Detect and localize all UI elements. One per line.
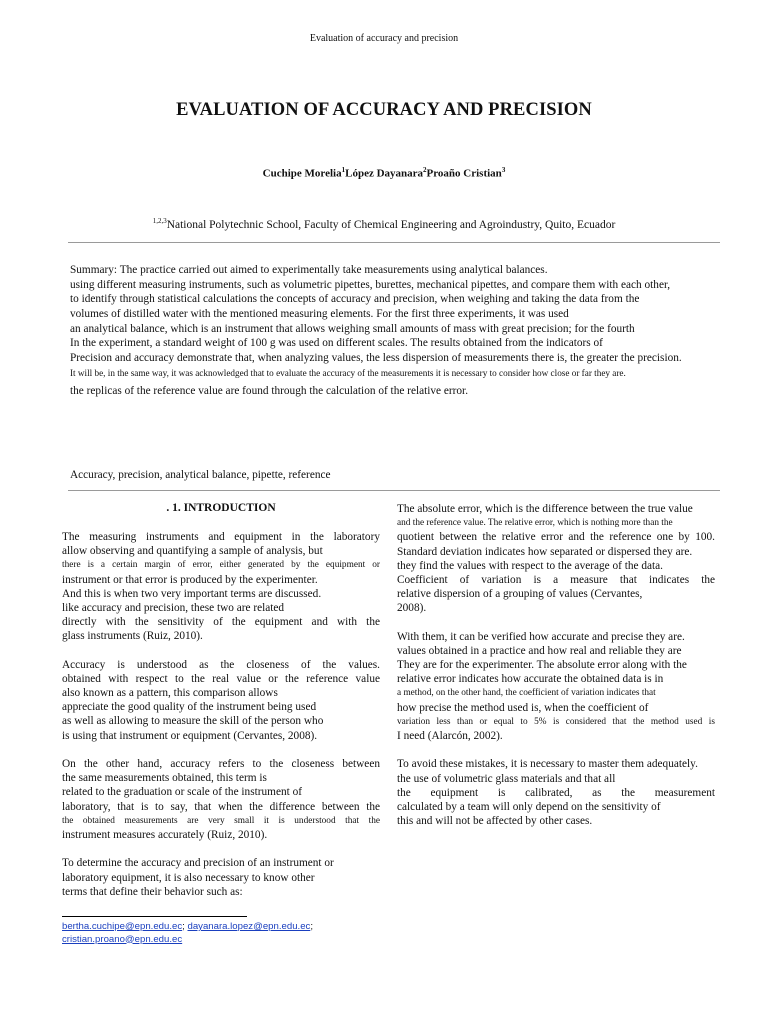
right-column	[397, 502, 715, 828]
body-line: glass instruments (Ruiz, 2010).	[62, 630, 203, 643]
body-line: directly with the sensitivity of the equipment and with the	[62, 616, 380, 629]
email-link[interactable]: dayanara.lopez@epn.edu.ec	[187, 921, 311, 932]
affiliation-mark: 1,2,3	[152, 217, 167, 225]
summary-line: an analytical balance, which is an instrument that allows weighing small amounts of mass with great precision; for the fourth	[70, 322, 635, 335]
body-line: To determine the accuracy and precision of an instrument or	[62, 857, 334, 870]
body-line: also known as a pattern, this comparison allows	[62, 687, 278, 700]
body-line: the obtained measurements are very small it is understood that the	[62, 815, 380, 826]
body-line: laboratory equipment, it is also necessary to know other	[62, 871, 315, 884]
body-line: instrument or that error is produced by the experimenter.	[62, 573, 318, 586]
body-line: the use of volumetric glass materials and that all	[397, 772, 616, 785]
body-line: I need (Alarcón, 2002).	[397, 730, 503, 742]
body-line: relative dispersion of a grouping of values (Cervantes,	[397, 588, 643, 601]
paragraph-gap	[62, 743, 380, 757]
body-line: a method, on the other hand, the coefficient of variation indicates that	[397, 688, 656, 699]
body-line: Standard deviation indicates how separated or dispersed they are.	[397, 545, 693, 558]
body-line: this and will not be affected by other cases.	[397, 815, 593, 828]
affiliation	[0, 217, 768, 231]
body-line: as well as allowing to measure the skill of the person who	[62, 715, 324, 728]
keywords: Accuracy, precision, analytical balance, pipette, reference	[70, 469, 331, 481]
author-name: López Dayanara	[345, 167, 424, 180]
body-line: With them, it can be verified how accurate and precise they are.	[397, 630, 685, 643]
footnotes	[62, 921, 313, 946]
left-column	[62, 530, 380, 899]
summary-line: using different measuring instruments, such as volumetric pipettes, burettes, mechanical pipettes, and compare them with each other,	[70, 278, 671, 291]
author-list	[0, 166, 768, 180]
footnote-line	[62, 934, 313, 947]
summary-line: to identify through statistical calculations the concepts of accuracy and precision, when weighing and taking the data from the	[70, 293, 640, 306]
body-line: variation less than or equal to 5% is considered that the method used is	[397, 716, 715, 727]
body-line: the same measurements obtained, this term is	[62, 772, 267, 785]
body-line: values obtained in a practice and how real and reliable they are	[397, 644, 682, 657]
body-line: like accuracy and precision, these two are related	[62, 601, 285, 614]
author-affiliation-mark: 1	[341, 166, 346, 174]
summary-line: Precision and accuracy demonstrate that, when analyzing values, the less dispersion of measurements there is, the greater the precision.	[70, 352, 682, 365]
paper-title: EVALUATION OF ACCURACY AND PRECISION	[176, 100, 592, 120]
paragraph-gap	[397, 743, 715, 757]
body-line: quotient between the relative error and the reference one by 100.	[397, 531, 715, 544]
body-line: They are for the experimenter. The absolute error along with the	[397, 659, 687, 672]
footnote-rule	[62, 916, 247, 917]
body-line: how precise the method used is, when the coefficient of	[397, 701, 649, 714]
author-name: Cuchipe Morelia	[262, 167, 342, 180]
paragraph-gap	[62, 842, 380, 856]
summary-line: volumes of distilled water with the mentioned measuring elements. For the first three experiments, it was used	[70, 308, 569, 321]
email-link[interactable]: bertha.cuchipe@epn.edu.ec	[62, 921, 183, 932]
body-line: Accuracy is understood as the closeness of the values.	[62, 658, 380, 671]
body-line: there is a certain margin of error, either generated by the equipment or	[62, 560, 380, 571]
divider-top	[68, 242, 720, 243]
body-line: the equipment is calibrated, as the measurement	[397, 786, 715, 799]
body-line: To avoid these mistakes, it is necessary to master them adequately.	[397, 758, 698, 771]
body-line: The absolute error, which is the difference between the true value	[397, 503, 693, 515]
paragraph-gap	[397, 616, 715, 630]
body-line: relative error indicates how accurate the obtained data is in	[397, 673, 664, 686]
email-link[interactable]: cristian.proano@epn.edu.ec	[62, 933, 183, 945]
body-line: allow observing and quantifying a sample of analysis, but	[62, 545, 323, 558]
body-line: 2008).	[397, 602, 427, 615]
running-header: Evaluation of accuracy and precision	[309, 33, 459, 44]
body-line: laboratory, that is to say, that when the difference between the	[62, 800, 380, 813]
body-line: obtained with respect to the real value or the reference value	[62, 672, 380, 685]
divider-keywords	[68, 490, 720, 491]
footnote-line	[62, 921, 313, 934]
summary-line: Summary: The practice carried out aimed to experimentally take measurements using analytical balances.	[70, 264, 548, 276]
affiliation-text: National Polytechnic School, Faculty of Chemical Engineering and Agroindustry, Quito, Ecuador	[166, 218, 616, 231]
body-line: And this is when two very important terms are discussed.	[62, 587, 322, 600]
paragraph-gap	[62, 644, 380, 658]
body-line: On the other hand, accuracy refers to the closeness between	[62, 758, 380, 770]
summary-line: It will be, in the same way, it was acknowledged that to evaluate the accuracy of the measurements it is necessary to consider how close or far they are.	[70, 367, 626, 378]
section-heading-introduction: . 1. INTRODUCTION	[166, 502, 276, 514]
body-line: related to the graduation or scale of the instrument of	[62, 786, 302, 799]
summary-line: In the experiment, a standard weight of 100 g was used on different scales. The results obtained from the indicators of	[70, 337, 603, 350]
body-line: appreciate the good quality of the instrument being used	[62, 701, 317, 714]
body-line: The measuring instruments and equipment in the laboratory	[62, 531, 380, 543]
body-line: Coefficient of variation is a measure that indicates the	[397, 573, 715, 586]
email-separator: ;	[182, 921, 188, 932]
body-line: is using that instrument or equipment (Cervantes, 2008).	[62, 729, 318, 742]
summary-block	[70, 263, 720, 398]
email-separator: ;	[310, 921, 313, 932]
body-line: terms that define their behavior such as:	[62, 885, 243, 898]
summary-line: the replicas of the reference value are found through the calculation of the relative error.	[70, 384, 469, 397]
body-line: calculated by a team will only depend on the sensitivity of	[397, 800, 661, 813]
author-affiliation-mark: 2	[423, 166, 427, 174]
body-line: they find the values with respect to the average of the data.	[397, 559, 664, 572]
author-name: Proaño Cristian	[426, 167, 502, 180]
body-line: instrument measures accurately (Ruiz, 2010).	[62, 828, 268, 841]
body-line: and the reference value. The relative error, which is nothing more than the	[397, 518, 673, 529]
author-affiliation-mark: 3	[501, 166, 506, 174]
